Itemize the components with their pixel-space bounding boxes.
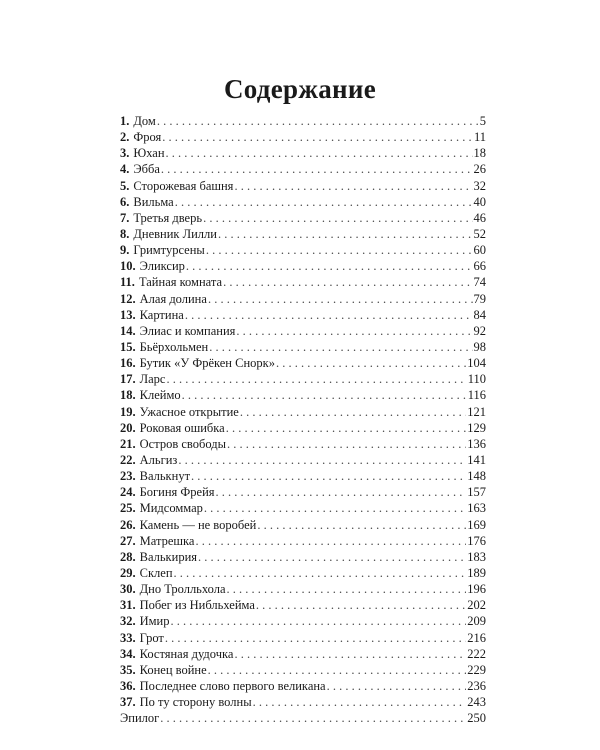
toc-entry [120, 339, 486, 355]
chapter-title: Валькнут [139, 469, 191, 484]
chapter-title: Третья дверь [133, 210, 203, 225]
chapter-number: 33. [120, 630, 136, 645]
page-number: 163 [467, 501, 486, 516]
toc-entry [120, 452, 486, 468]
toc-entry [120, 355, 486, 371]
chapter-number: 5. [120, 178, 130, 193]
dot-leader [162, 129, 473, 145]
dot-leader [227, 581, 467, 597]
page-number: 26 [473, 162, 486, 177]
toc-entry [120, 307, 486, 323]
dot-leader [206, 242, 473, 258]
toc-entry [120, 597, 486, 613]
dot-leader [186, 258, 473, 274]
dot-leader [175, 194, 473, 210]
chapter-title: Тайная комната [138, 275, 223, 290]
page-number: 136 [467, 436, 486, 451]
toc-entry [120, 210, 486, 226]
chapter-title: Дневник Лилли [133, 226, 217, 241]
chapter-number: 4. [120, 162, 130, 177]
chapter-title: Эбба [133, 162, 160, 177]
chapter-number: 9. [120, 243, 130, 258]
toc-entry [120, 662, 486, 678]
page-number: 222 [467, 646, 486, 661]
page-number: 74 [473, 275, 486, 290]
chapter-title: Элиас и компания [139, 323, 236, 338]
page-number: 79 [473, 291, 486, 306]
page-number: 116 [467, 388, 486, 403]
page-number: 183 [467, 549, 486, 564]
chapter-number: 21. [120, 436, 136, 451]
chapter-title: Остров свободы [139, 436, 226, 451]
chapter-number: 18. [120, 388, 136, 403]
page-number: 66 [473, 259, 486, 274]
page-number: 229 [467, 662, 486, 677]
toc-entry [120, 500, 486, 516]
page-number: 92 [473, 323, 486, 338]
toc-entry [120, 291, 486, 307]
chapter-number: 16. [120, 356, 136, 371]
toc-entry [120, 129, 486, 145]
chapter-number: 10. [120, 259, 136, 274]
page-number: 11 [473, 130, 486, 145]
toc-entry [120, 694, 486, 710]
chapter-number: 22. [120, 452, 136, 467]
chapter-number: 28. [120, 549, 136, 564]
page-number: 98 [473, 339, 486, 354]
chapter-number: 31. [120, 598, 136, 613]
dot-leader [204, 500, 466, 516]
page-number: 176 [467, 533, 486, 548]
page-number: 46 [473, 210, 486, 225]
toc-entry [120, 226, 486, 242]
page-number: 129 [467, 420, 486, 435]
chapter-title: Вильма [133, 194, 174, 209]
page-number: 104 [467, 356, 486, 371]
page-number: 148 [467, 469, 486, 484]
dot-leader [166, 145, 473, 161]
dot-leader [195, 533, 466, 549]
toc-entry [120, 646, 486, 662]
dot-leader [276, 355, 466, 371]
chapter-number: 13. [120, 307, 136, 322]
toc-entry [120, 161, 486, 177]
dot-leader [166, 371, 466, 387]
chapter-title: Гримтурсены [133, 243, 205, 258]
chapter-title: Картина [139, 307, 184, 322]
chapter-title: Алая долина [139, 291, 207, 306]
chapter-title: Костяная дудочка [139, 646, 234, 661]
dot-leader [208, 291, 473, 307]
dot-leader [216, 484, 467, 500]
chapter-title: Побег из Нибльхейма [139, 598, 255, 613]
dot-leader [203, 210, 472, 226]
toc-entry [120, 258, 486, 274]
chapter-number: 20. [120, 420, 136, 435]
page-number: 60 [473, 243, 486, 258]
toc-entry [120, 533, 486, 549]
page-number: 189 [467, 565, 486, 580]
page-number: 40 [473, 194, 486, 209]
page-title: Содержание [223, 74, 377, 104]
chapter-number: 23. [120, 469, 136, 484]
dot-leader [256, 597, 466, 613]
dot-leader [227, 436, 466, 452]
page-number: 52 [473, 226, 486, 241]
chapter-title: Конец войне [139, 662, 207, 677]
dot-leader [234, 178, 472, 194]
toc-entry [120, 517, 486, 533]
toc-entry [120, 178, 486, 194]
page-number: 110 [467, 372, 486, 387]
page-number: 196 [467, 582, 486, 597]
toc-entry [120, 484, 486, 500]
chapter-title: Альгиз [139, 452, 178, 467]
chapter-title: Дно Тролльхола [139, 582, 226, 597]
toc-entry [120, 565, 486, 581]
toc-entry [120, 404, 486, 420]
chapter-title: Фроя [133, 130, 162, 145]
chapter-number: 1. [120, 114, 130, 128]
toc-entry [120, 468, 486, 484]
chapter-title: Матрешка [139, 533, 195, 548]
chapter-title: Сторожевая башня [133, 178, 234, 193]
toc-entry [120, 710, 486, 726]
dot-leader [174, 565, 467, 581]
toc-entry [120, 436, 486, 452]
dot-leader [182, 387, 467, 403]
chapter-number: 24. [120, 485, 136, 500]
chapter-number: 6. [120, 194, 130, 209]
dot-leader [327, 678, 467, 694]
table-of-contents [120, 113, 486, 726]
page-number: 141 [467, 452, 486, 467]
chapter-title: Роковая ошибка [139, 420, 225, 435]
chapter-title: Богиня Фрейя [139, 485, 215, 500]
chapter-title: Валькирия [139, 549, 198, 564]
toc-entry [120, 274, 486, 290]
dot-leader [209, 339, 472, 355]
dot-leader [240, 404, 466, 420]
toc-entry [120, 113, 486, 129]
chapter-title: Эпилог [120, 711, 160, 726]
toc-entry [120, 549, 486, 565]
toc-entry [120, 323, 486, 339]
toc-entry [120, 678, 486, 694]
chapter-number: 15. [120, 339, 136, 354]
toc-entry [120, 420, 486, 436]
dot-leader [178, 452, 466, 468]
toc-entry [120, 630, 486, 646]
chapter-number: 8. [120, 226, 130, 241]
chapter-title: Имир [139, 614, 170, 629]
chapter-number: 14. [120, 323, 136, 338]
dot-leader [234, 646, 466, 662]
dot-leader [161, 161, 473, 177]
page-number: 121 [467, 404, 486, 419]
chapter-title: По ту сторону волны [139, 695, 252, 710]
page-number: 169 [467, 517, 486, 532]
toc-entry [120, 145, 486, 161]
page-number: 157 [467, 485, 486, 500]
toc-entry [120, 387, 486, 403]
page-number: 250 [467, 711, 486, 726]
chapter-number: 2. [120, 130, 130, 145]
page-number: 209 [467, 614, 486, 629]
chapter-number: 25. [120, 501, 136, 516]
page-number: 216 [467, 630, 486, 645]
chapter-title: Ларс [139, 372, 166, 387]
chapter-title: Ужасное открытие [139, 404, 239, 419]
page-number: 236 [467, 678, 486, 693]
chapter-number: 30. [120, 582, 136, 597]
page-number: 243 [467, 695, 486, 710]
page-number: 18 [473, 146, 486, 161]
page-number: 32 [473, 178, 486, 193]
chapter-title: Грот [139, 630, 164, 645]
chapter-title: Последнее слово первого великана [139, 678, 326, 693]
dot-leader [157, 113, 479, 129]
chapter-title: Бутик «У Фрёкен Снорк» [139, 356, 275, 371]
chapter-title: Камень — не воробей [139, 517, 257, 532]
dot-leader [236, 323, 472, 339]
chapter-title: Бьёрхольмен [139, 339, 209, 354]
chapter-number: 11. [120, 275, 135, 290]
toc-entry [120, 613, 486, 629]
chapter-number: 17. [120, 372, 136, 387]
toc-entry [120, 194, 486, 210]
chapter-number: 29. [120, 565, 136, 580]
toc-entry [120, 371, 486, 387]
page-number: 5 [479, 114, 486, 128]
chapter-number: 27. [120, 533, 136, 548]
dot-leader [171, 613, 467, 629]
dot-leader [185, 307, 473, 323]
toc-entry [120, 242, 486, 258]
chapter-number: 19. [120, 404, 136, 419]
chapter-number: 32. [120, 614, 136, 629]
page-number: 84 [473, 307, 486, 322]
chapter-title: Эликсир [139, 259, 185, 274]
dot-leader [218, 226, 473, 242]
chapter-title: Мидсоммар [139, 501, 203, 516]
dot-leader [208, 662, 467, 678]
chapter-number: 36. [120, 678, 136, 693]
dot-leader [165, 630, 466, 646]
chapter-number: 3. [120, 146, 130, 161]
chapter-title: Юхан [133, 146, 165, 161]
chapter-number: 35. [120, 662, 136, 677]
dot-leader [160, 710, 466, 726]
dot-leader [257, 517, 466, 533]
dot-leader [253, 694, 467, 710]
chapter-number: 12. [120, 291, 136, 306]
chapter-number: 37. [120, 695, 136, 710]
chapter-title: Дом [133, 114, 156, 128]
chapter-title: Склеп [139, 565, 173, 580]
chapter-title: Клеймо [139, 388, 181, 403]
toc-entry [120, 581, 486, 597]
chapter-number: 7. [120, 210, 130, 225]
dot-leader [223, 274, 472, 290]
page-number: 202 [467, 598, 486, 613]
chapter-number: 34. [120, 646, 136, 661]
chapter-number: 26. [120, 517, 136, 532]
dot-leader [191, 468, 466, 484]
dot-leader [226, 420, 467, 436]
dot-leader [198, 549, 466, 565]
